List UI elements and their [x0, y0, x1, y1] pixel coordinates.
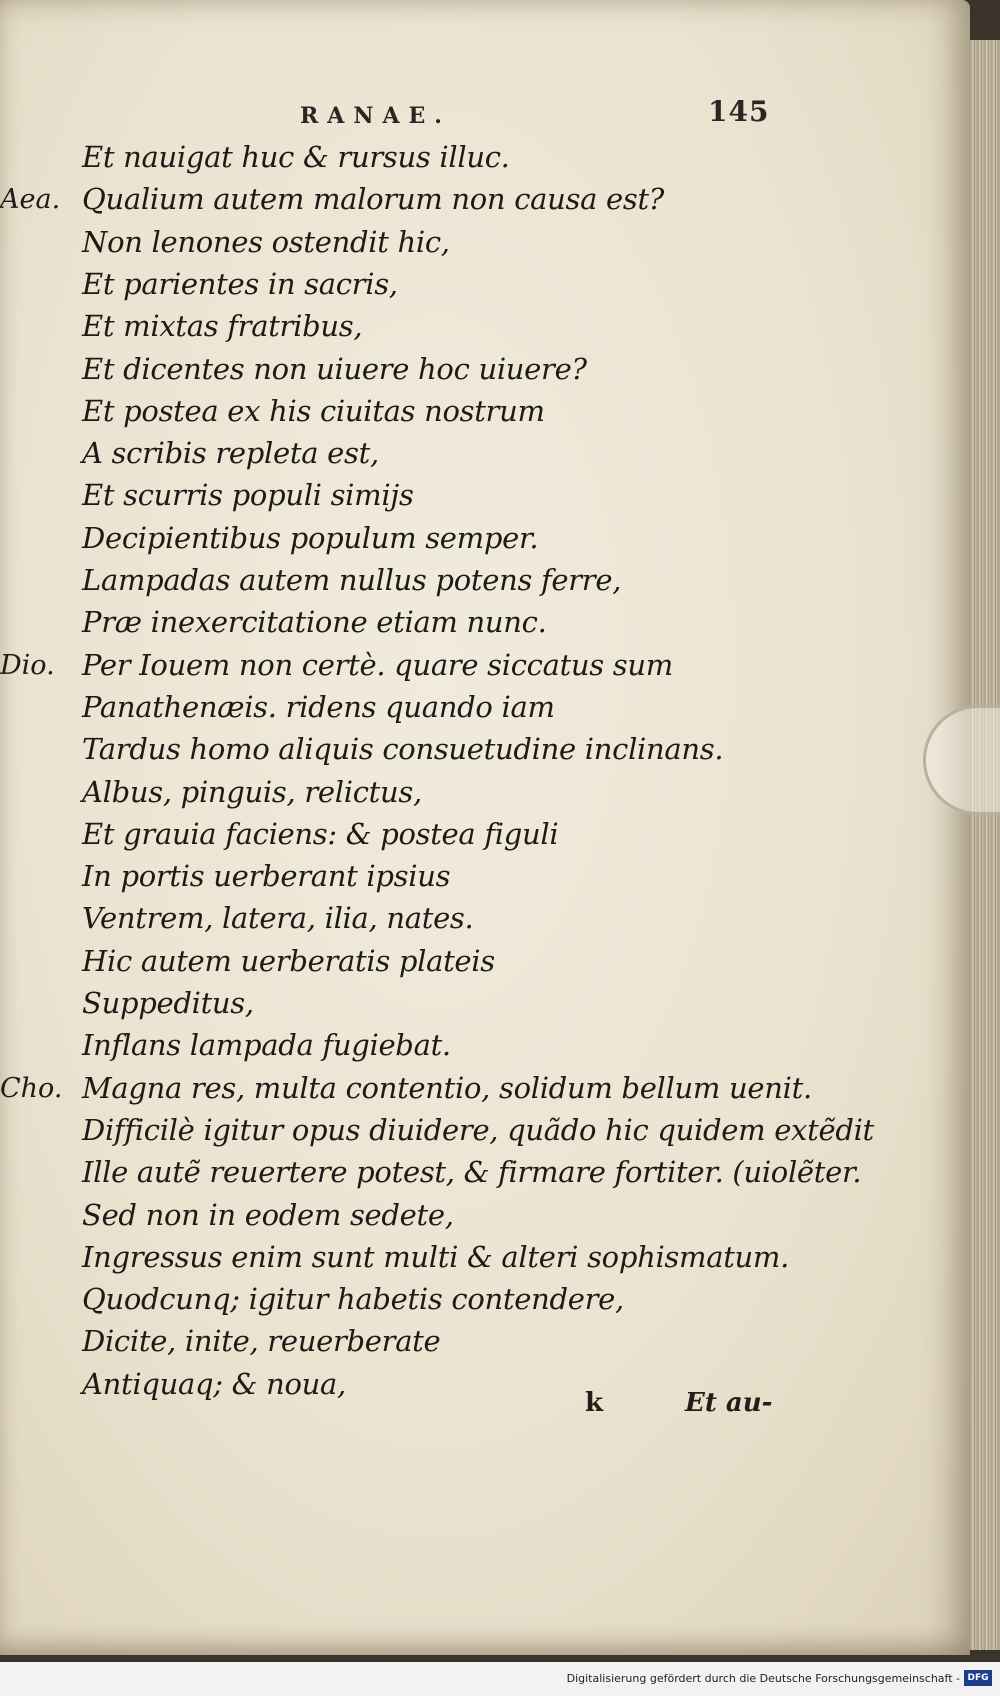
verse-text: Et postea ex his ciuitas nostrum	[82, 393, 545, 428]
verse-text: A scribis repleta est,	[82, 436, 379, 471]
verse-line	[0, 986, 860, 1026]
verse-text: Dicite, inite, reuerberate	[82, 1324, 441, 1359]
verse-text: Ingressus enim sunt multi & alteri sophismatum.	[82, 1239, 790, 1274]
page-number: 145	[708, 95, 770, 128]
verse-text: Et parientes in sacris,	[82, 266, 398, 301]
footer-bar	[0, 1662, 1000, 1696]
verse-line	[0, 944, 860, 984]
verse-line	[0, 901, 860, 941]
verse-text: Et dicentes non uiuere hoc uiuere?	[82, 351, 587, 386]
verse-line	[0, 478, 860, 518]
verse-line	[0, 817, 860, 857]
speaker-label: Aea.	[0, 184, 61, 216]
verse-line	[0, 1028, 860, 1068]
speaker-label: Cho.	[0, 1072, 63, 1104]
verse-line	[0, 1198, 860, 1238]
verse-text: Sed non in eodem sedete,	[82, 1197, 454, 1232]
running-head-title: RANAE.	[300, 103, 451, 129]
verse-text: Difficilè igitur opus diuidere, quãdo hic quidem extẽdit	[82, 1112, 874, 1147]
verse-line	[0, 309, 860, 349]
verse-line	[0, 182, 860, 222]
verse-line	[0, 859, 860, 899]
verse-text: Ventrem, latera, ilia, nates.	[82, 901, 474, 936]
catchword: Et au-	[685, 1388, 773, 1418]
running-head	[300, 95, 930, 135]
verse-line	[0, 1071, 860, 1111]
verse-line	[0, 648, 860, 688]
verse-line	[0, 1282, 860, 1322]
verse-text: Suppeditus,	[82, 986, 254, 1020]
verse-line	[0, 1155, 860, 1195]
signature-mark: k	[585, 1388, 604, 1418]
verse-line	[0, 394, 860, 434]
verse-text: Præ inexercitatione etiam nunc.	[82, 605, 547, 640]
verse-text: Per Iouem non certè. quare siccatus sum	[82, 647, 673, 682]
verse-text: Panathenæis. ridens quando iam	[82, 689, 555, 724]
verse-line	[0, 140, 860, 180]
verse-text: Magna res, multa contentio, solidum bellum uenit.	[82, 1070, 812, 1105]
verse-line	[0, 352, 860, 392]
catchword-line	[585, 1388, 785, 1428]
verse-text: Hic autem uerberatis plateis	[82, 943, 495, 978]
verse-line	[0, 605, 860, 645]
speaker-label: Dio.	[0, 649, 55, 681]
verse-text: Lampadas autem nullus potens ferre,	[82, 563, 622, 597]
verse-line	[0, 436, 860, 476]
verse-line	[0, 267, 860, 307]
dfg-logo-icon: DFG	[964, 1670, 992, 1686]
verse-text: Et nauigat huc & rursus illuc.	[82, 140, 510, 174]
verse-line	[0, 563, 860, 603]
verse-line	[0, 690, 860, 730]
verse-text: Decipientibus populum semper.	[82, 520, 539, 555]
verse-text: Ille autẽ reuertere potest, & firmare fortiter. (uiolẽter.	[82, 1155, 862, 1190]
verse-line	[0, 225, 860, 265]
verse-line	[0, 1112, 874, 1153]
verse-text: In portis uerberant ipsius	[82, 859, 451, 894]
verse-text: Et mixtas fratribus,	[82, 309, 363, 344]
verse-text: Quodcunq; igitur habetis contendere,	[82, 1282, 624, 1317]
verse-text: Non lenones ostendit hic,	[82, 224, 450, 259]
verse-text: Albus, pinguis, relictus,	[82, 774, 422, 809]
verse-text: Et grauia faciens: & postea figuli	[82, 816, 559, 851]
verse-line	[0, 521, 860, 561]
verse-text: Inflans lampada fugiebat.	[82, 1028, 451, 1063]
verse-text: Qualium autem malorum non causa est?	[82, 182, 665, 217]
verse-text: Tardus homo aliquis consuetudine inclinans.	[82, 732, 724, 767]
verse-line	[0, 1324, 860, 1364]
digitization-credit: Digitalisierung gefördert durch die Deutsche Forschungsgemeinschaft -	[566, 1672, 960, 1685]
verse-line	[0, 1240, 860, 1280]
verse-line	[0, 775, 860, 815]
verse-line	[0, 732, 860, 772]
verse-text: Antiquaq; & noua,	[82, 1366, 346, 1401]
verse-text: Et scurris populi simijs	[82, 478, 414, 513]
